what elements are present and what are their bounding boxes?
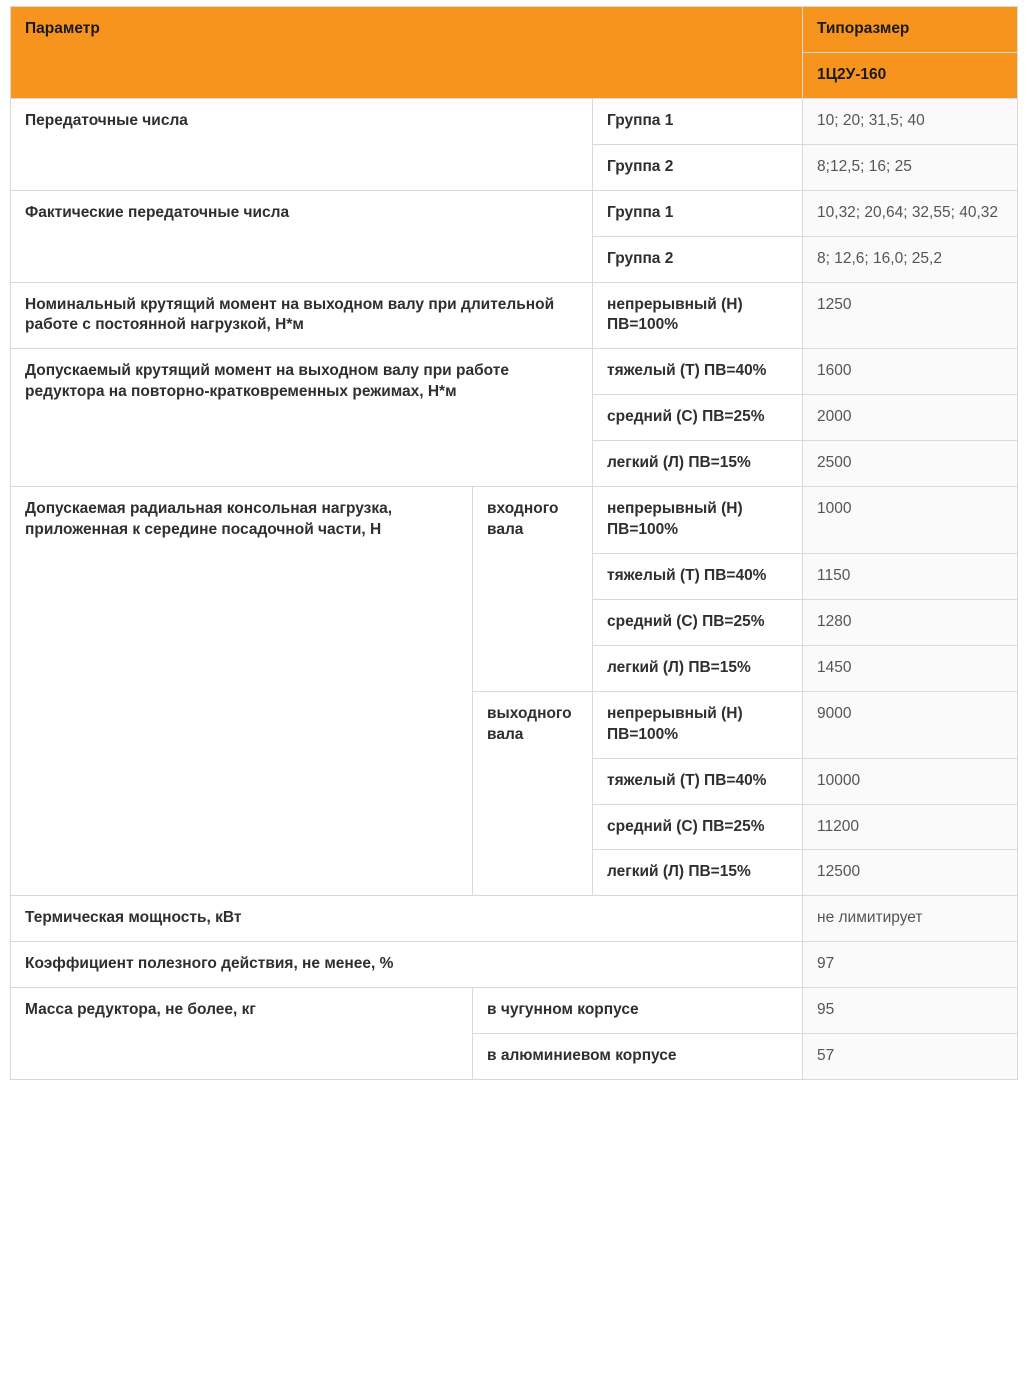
header-model: 1Ц2У-160 (803, 52, 1018, 98)
cell-value: 1450 (803, 645, 1018, 691)
group-label: Группа 1 (593, 98, 803, 144)
shaft-label: входного вала (473, 487, 593, 692)
table-row (11, 190, 1018, 236)
cell-value: 1600 (803, 349, 1018, 395)
group-label: Группа 2 (593, 144, 803, 190)
cell-value: 10; 20; 31,5; 40 (803, 98, 1018, 144)
group-label: Группа 1 (593, 190, 803, 236)
mode-label: легкий (Л) ПВ=15% (593, 850, 803, 896)
cell-value: 2500 (803, 441, 1018, 487)
cell-value: 1250 (803, 282, 1018, 349)
table-row (11, 98, 1018, 144)
cell-value: 8;12,5; 16; 25 (803, 144, 1018, 190)
group-label: Группа 2 (593, 236, 803, 282)
mode-label: тяжелый (Т) ПВ=40% (593, 758, 803, 804)
cell-value: 97 (803, 942, 1018, 988)
mode-label: средний (С) ПВ=25% (593, 599, 803, 645)
param-label: Фактические передаточные числа (11, 190, 593, 282)
mode-label: тяжелый (Т) ПВ=40% (593, 349, 803, 395)
cell-value: 12500 (803, 850, 1018, 896)
cell-value: 11200 (803, 804, 1018, 850)
mode-label: легкий (Л) ПВ=15% (593, 645, 803, 691)
mode-label: средний (С) ПВ=25% (593, 804, 803, 850)
param-label: Коэффициент полезного действия, не менее, % (11, 942, 803, 988)
param-label: Передаточные числа (11, 98, 593, 190)
variant-label: в чугунном корпусе (473, 988, 803, 1034)
table-row (11, 988, 1018, 1034)
cell-value: 8; 12,6; 16,0; 25,2 (803, 236, 1018, 282)
cell-value: 57 (803, 1034, 1018, 1080)
param-label: Допускаемая радиальная консольная нагрузка, приложенная к середине посадочной части, Н (11, 487, 473, 896)
cell-value: не лимитирует (803, 896, 1018, 942)
mode-label: непрерывный (Н) ПВ=100% (593, 691, 803, 758)
header-typesize: Типоразмер (803, 7, 1018, 53)
variant-label: в алюминиевом корпусе (473, 1034, 803, 1080)
cell-value: 95 (803, 988, 1018, 1034)
cell-value: 10000 (803, 758, 1018, 804)
mode-label: непрерывный (Н) ПВ=100% (593, 487, 803, 554)
table-row (11, 487, 1018, 554)
cell-value: 9000 (803, 691, 1018, 758)
mode-label: непрерывный (Н) ПВ=100% (593, 282, 803, 349)
param-label: Масса редуктора, не более, кг (11, 988, 473, 1080)
table-row (11, 349, 1018, 395)
header-parameter: Параметр (11, 7, 803, 99)
cell-value: 1280 (803, 599, 1018, 645)
param-label: Номинальный крутящий момент на выходном валу при длительной работе с постоянной нагрузкой, Н*м (11, 282, 593, 349)
mode-label: тяжелый (Т) ПВ=40% (593, 553, 803, 599)
param-label: Термическая мощность, кВт (11, 896, 803, 942)
cell-value: 10,32; 20,64; 32,55; 40,32 (803, 190, 1018, 236)
table-row (11, 942, 1018, 988)
mode-label: средний (С) ПВ=25% (593, 395, 803, 441)
table-row (11, 282, 1018, 349)
param-label: Допускаемый крутящий момент на выходном валу при работе редуктора на повторно-кратковременных режимах, Н*м (11, 349, 593, 487)
specifications-table (10, 6, 1018, 1080)
table-header-row (11, 7, 1018, 53)
cell-value: 2000 (803, 395, 1018, 441)
cell-value: 1150 (803, 553, 1018, 599)
mode-label: легкий (Л) ПВ=15% (593, 441, 803, 487)
shaft-label: выходного вала (473, 691, 593, 896)
table-row (11, 896, 1018, 942)
cell-value: 1000 (803, 487, 1018, 554)
